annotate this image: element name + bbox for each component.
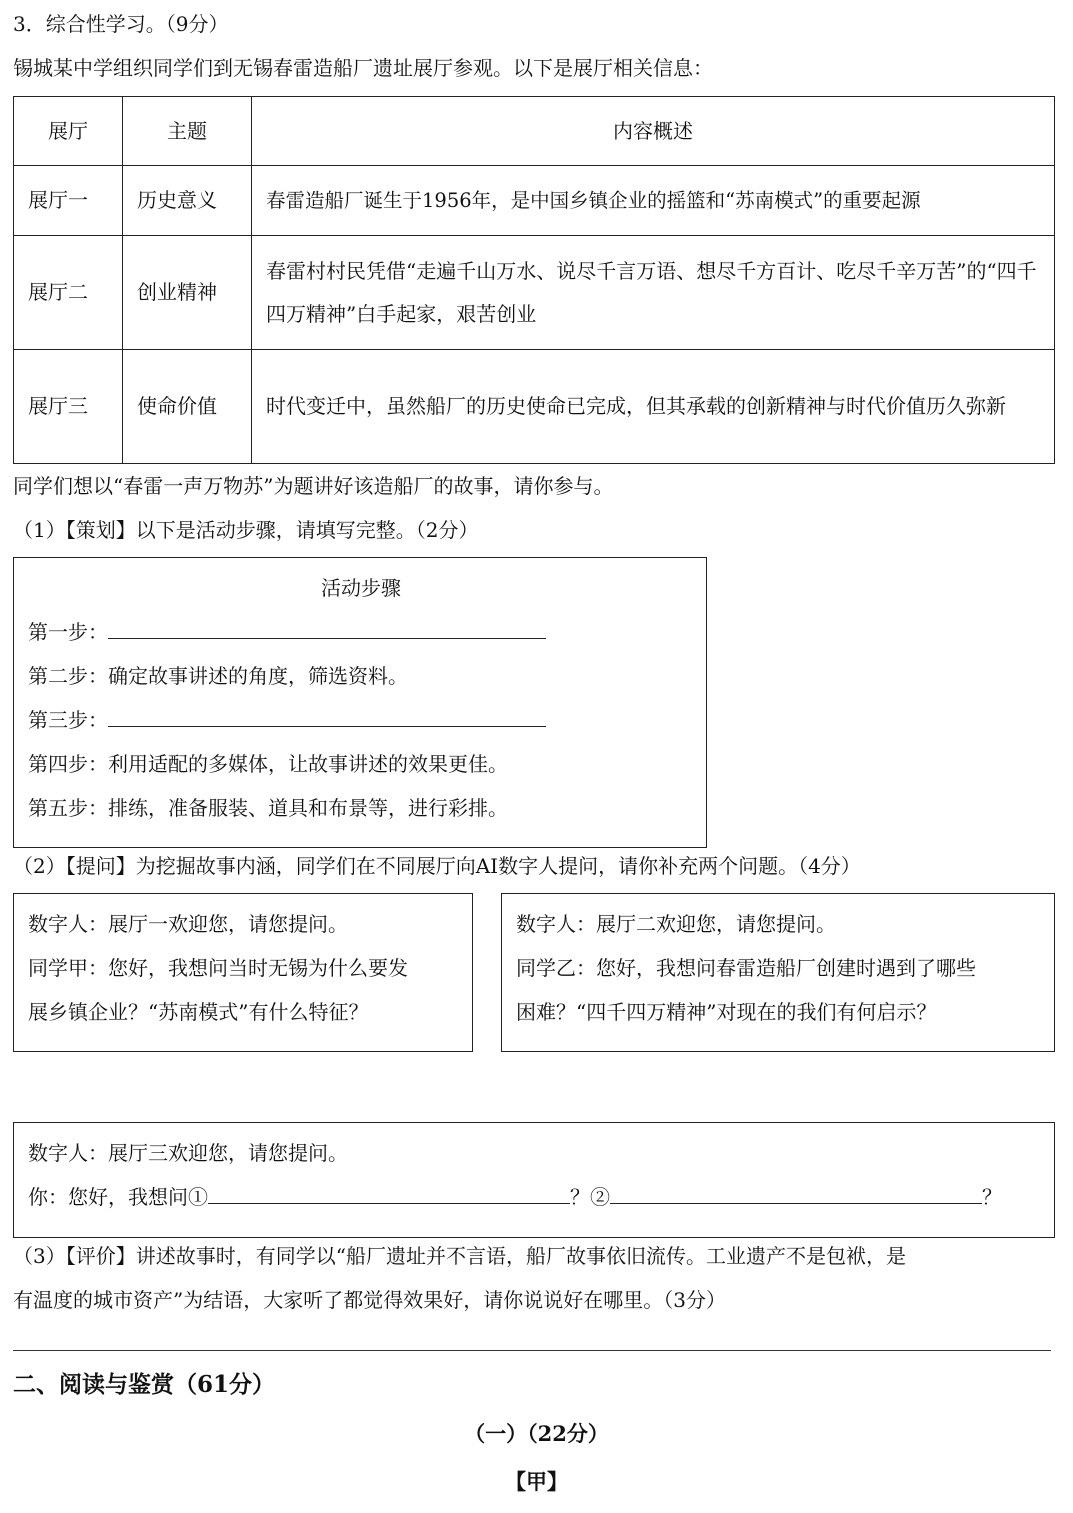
cell-hall: 展厅一 — [14, 166, 123, 236]
question-blank-2[interactable] — [610, 1183, 982, 1204]
hall1-dialog-box — [13, 893, 473, 1052]
hall1-question-line1: 同学甲：您好，我想问当时无锡为什么要发 — [28, 956, 408, 980]
header-content: 内容概述 — [252, 97, 1055, 166]
hall2-greeting: 数字人：展厅二欢迎您，请您提问。 — [516, 912, 836, 936]
table-row — [14, 236, 1055, 350]
answer-line — [13, 1350, 1051, 1351]
step-5: 第五步：排练，准备服装、道具和布景等，进行彩排。 — [28, 796, 508, 820]
hall2-dialog-box — [501, 893, 1055, 1052]
header-hall: 展厅 — [14, 97, 123, 166]
table-header-row — [14, 97, 1055, 166]
hall3-question-end: ？ — [982, 1185, 1002, 1209]
question-header: 3．综合性学习。（9分） — [13, 12, 229, 36]
activity-steps-title: 活动步骤 — [321, 576, 401, 600]
exhibit-table — [13, 96, 1055, 464]
table-row — [14, 166, 1055, 236]
cell-hall: 展厅二 — [14, 236, 123, 350]
section2-part: （一）（22分） — [464, 1421, 609, 1446]
q3-line2: 有温度的城市资产”为结语，大家听了都觉得效果好，请你说说好在哪里。（3分） — [13, 1288, 726, 1312]
cell-theme: 创业精神 — [123, 236, 252, 350]
hall1-greeting: 数字人：展厅一欢迎您，请您提问。 — [28, 912, 348, 936]
hall1-question-line2: 展乡镇企业？“苏南模式”有什么特征？ — [28, 1000, 369, 1024]
hall3-question-mid: ？② — [570, 1185, 610, 1209]
step-3-label: 第三步： — [28, 708, 108, 732]
cell-content: 时代变迁中，虽然船厂的历史使命已完成，但其承载的创新精神与时代价值历久弥新 — [252, 350, 1055, 464]
step-1-blank[interactable] — [108, 618, 546, 639]
hall2-question-line2: 困难？“四千四万精神”对现在的我们有何启示？ — [516, 1000, 937, 1024]
cell-theme: 使命价值 — [123, 350, 252, 464]
cell-content: 春雷村村民凭借“走遍千山万水、说尽千言万语、想尽千方百计、吃尽千辛万苦”的“四千四万精神”白手起家，艰苦创业 — [252, 236, 1055, 350]
q1-label: （1）【策划】以下是活动步骤，请填写完整。（2分） — [13, 518, 479, 542]
step-1 — [28, 616, 546, 645]
step-4: 第四步：利用适配的多媒体，让故事讲述的效果更佳。 — [28, 752, 508, 776]
hall3-dialog-box — [13, 1122, 1055, 1238]
step-2: 第二步：确定故事讲述的角度，筛选资料。 — [28, 664, 408, 688]
hall2-question-line1: 同学乙：您好，我想问春雷造船厂创建时遇到了哪些 — [516, 956, 976, 980]
q3-line1: （3）【评价】讲述故事时，有同学以“船厂遗址并不言语，船厂故事依旧流传。工业遗产不是包袱，是 — [13, 1244, 906, 1268]
step-1-label: 第一步： — [28, 620, 108, 644]
table-row — [14, 350, 1055, 464]
q2-label: （2）【提问】为挖掘故事内涵，同学们在不同展厅向AI数字人提问，请你补充两个问题。（4分） — [13, 854, 861, 878]
cell-content: 春雷造船厂诞生于1956年，是中国乡镇企业的摇篮和“苏南模式”的重要起源 — [252, 166, 1055, 236]
question-blank-1[interactable] — [208, 1183, 570, 1204]
intro-text: 锡城某中学组织同学们到无锡春雷造船厂遗址展厅参观。以下是展厅相关信息： — [13, 56, 713, 80]
story-prompt: 同学们想以“春雷一声万物苏”为题讲好该造船厂的故事，请你参与。 — [13, 474, 614, 498]
hall3-greeting: 数字人：展厅三欢迎您，请您提问。 — [28, 1141, 348, 1165]
cell-hall: 展厅三 — [14, 350, 123, 464]
section2-sub: 【甲】 — [505, 1469, 568, 1494]
cell-theme: 历史意义 — [123, 166, 252, 236]
step-3-blank[interactable] — [108, 706, 546, 727]
hall3-question — [28, 1181, 1002, 1210]
section2-title: 二、阅读与鉴赏（61分） — [13, 1371, 276, 1398]
activity-steps-box — [13, 557, 707, 848]
hall3-question-prefix: 你：您好，我想问① — [28, 1185, 208, 1209]
header-theme: 主题 — [123, 97, 252, 166]
step-3 — [28, 704, 546, 733]
